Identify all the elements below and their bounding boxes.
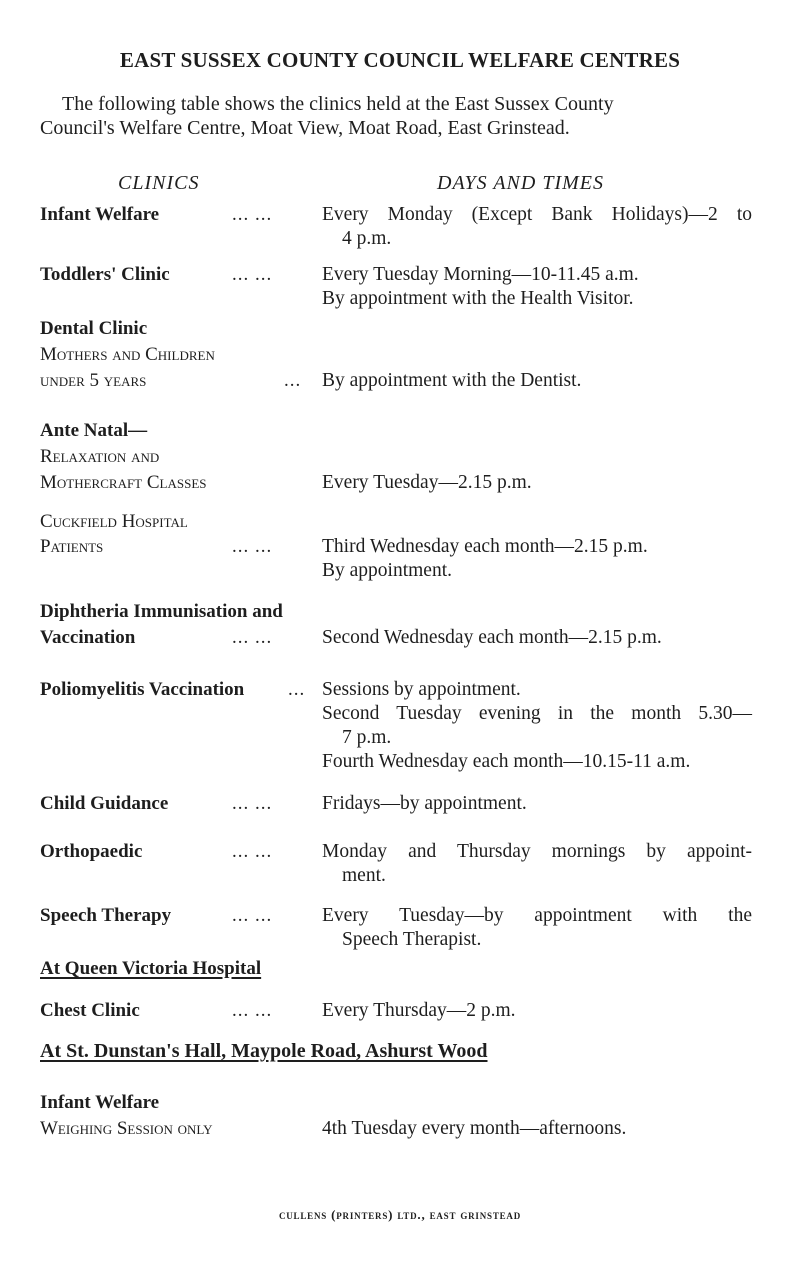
clinics-header: CLINICS: [118, 172, 200, 194]
leader-dots: ... ...: [232, 793, 273, 814]
leader-dots: ... ...: [232, 204, 273, 225]
speech-line-2: Speech Therapist.: [342, 929, 482, 950]
diphtheria-label-1: Diphtheria Immunisation and: [40, 601, 283, 622]
cuckfield-sub-1: Cuckfield Hospital: [40, 511, 188, 532]
cuckfield-sub-2: Patients: [40, 536, 104, 557]
cuckfield-line-1: Third Wednesday each month—2.15 p.m.: [322, 536, 648, 557]
chest-clinic-label: Chest Clinic: [40, 1000, 140, 1021]
ante-natal-sub-2: Mothercraft Classes: [40, 472, 207, 493]
toddlers-line-1: Every Tuesday Morning—10-11.45 a.m.: [322, 264, 639, 285]
polio-line-2: Second Tuesday evening in the month 5.30—: [322, 703, 752, 724]
ante-natal-label: Ante Natal—: [40, 420, 148, 441]
st-dunstans-heading: At St. Dunstan's Hall, Maypole Road, Ashurst Wood: [40, 1040, 488, 1062]
orthopaedic-line-2: ment.: [342, 865, 386, 886]
chest-clinic-value: Every Thursday—2 p.m.: [322, 1000, 516, 1021]
ante-natal-value: Every Tuesday—2.15 p.m.: [322, 472, 532, 493]
queen-victoria-heading: At Queen Victoria Hospital: [40, 958, 262, 979]
days-times-header: DAYS AND TIMES: [437, 172, 604, 194]
polio-line-3: 7 p.m.: [342, 727, 392, 748]
printer-imprint: cullens (printers) ltd., east grinstead: [278, 1207, 522, 1222]
leader-dots: ... ...: [232, 627, 273, 648]
diphtheria-value: Second Wednesday each month—2.15 p.m.: [322, 627, 662, 648]
polio-line-4: Fourth Wednesday each month—10.15-11 a.m.: [322, 751, 691, 772]
leader-dots: ... ...: [232, 841, 273, 862]
toddlers-line-2: By appointment with the Health Visitor.: [322, 288, 634, 309]
diphtheria-label-2: Vaccination: [40, 627, 136, 648]
page-title: EAST SUSSEX COUNTY COUNCIL WELFARE CENTRES: [119, 48, 681, 72]
orthopaedic-line-1: Monday and Thursday mornings by appoint-: [322, 841, 752, 862]
dental-sub-2: under 5 years: [40, 370, 147, 391]
dental-clinic-label: Dental Clinic: [40, 318, 148, 339]
leader-dots: ... ...: [232, 1000, 273, 1021]
leader-dots: ...: [284, 370, 302, 391]
infant-welfare-line-2: 4 p.m.: [342, 228, 392, 249]
speech-line-1: Every Tuesday—by appointment with the: [322, 905, 752, 926]
polio-line-1: Sessions by appointment.: [322, 679, 521, 700]
ante-natal-sub-1: Relaxation and: [40, 446, 160, 467]
leader-dots: ...: [288, 679, 306, 700]
dental-value: By appointment with the Dentist.: [322, 370, 582, 391]
dental-sub-1: Mothers and Children: [40, 344, 215, 365]
child-guidance-label: Child Guidance: [40, 793, 169, 814]
toddlers-clinic-label: Toddlers' Clinic: [40, 264, 170, 285]
child-guidance-value: Fridays—by appointment.: [322, 793, 527, 814]
speech-therapy-label: Speech Therapy: [40, 905, 172, 926]
infant-welfare-2-label: Infant Welfare: [40, 1092, 160, 1113]
weighing-session-label: Weighing Session only: [40, 1118, 213, 1139]
cuckfield-line-2: By appointment.: [322, 560, 452, 581]
polio-label: Poliomyelitis Vaccination: [40, 679, 245, 700]
orthopaedic-label: Orthopaedic: [40, 841, 143, 862]
intro-line-2: Council's Welfare Centre, Moat View, Moat Road, East Grinstead.: [40, 117, 570, 139]
leader-dots: ... ...: [232, 264, 273, 285]
leader-dots: ... ...: [232, 905, 273, 926]
intro-line-1: The following table shows the clinics held at the East Sussex County: [62, 93, 614, 115]
infant-welfare-line-1: Every Monday (Except Bank Holidays)—2 to: [322, 204, 752, 225]
infant-welfare-label: Infant Welfare: [40, 204, 160, 225]
infant-welfare-2-value: 4th Tuesday every month—afternoons.: [322, 1118, 627, 1139]
leader-dots: ... ...: [232, 536, 273, 557]
